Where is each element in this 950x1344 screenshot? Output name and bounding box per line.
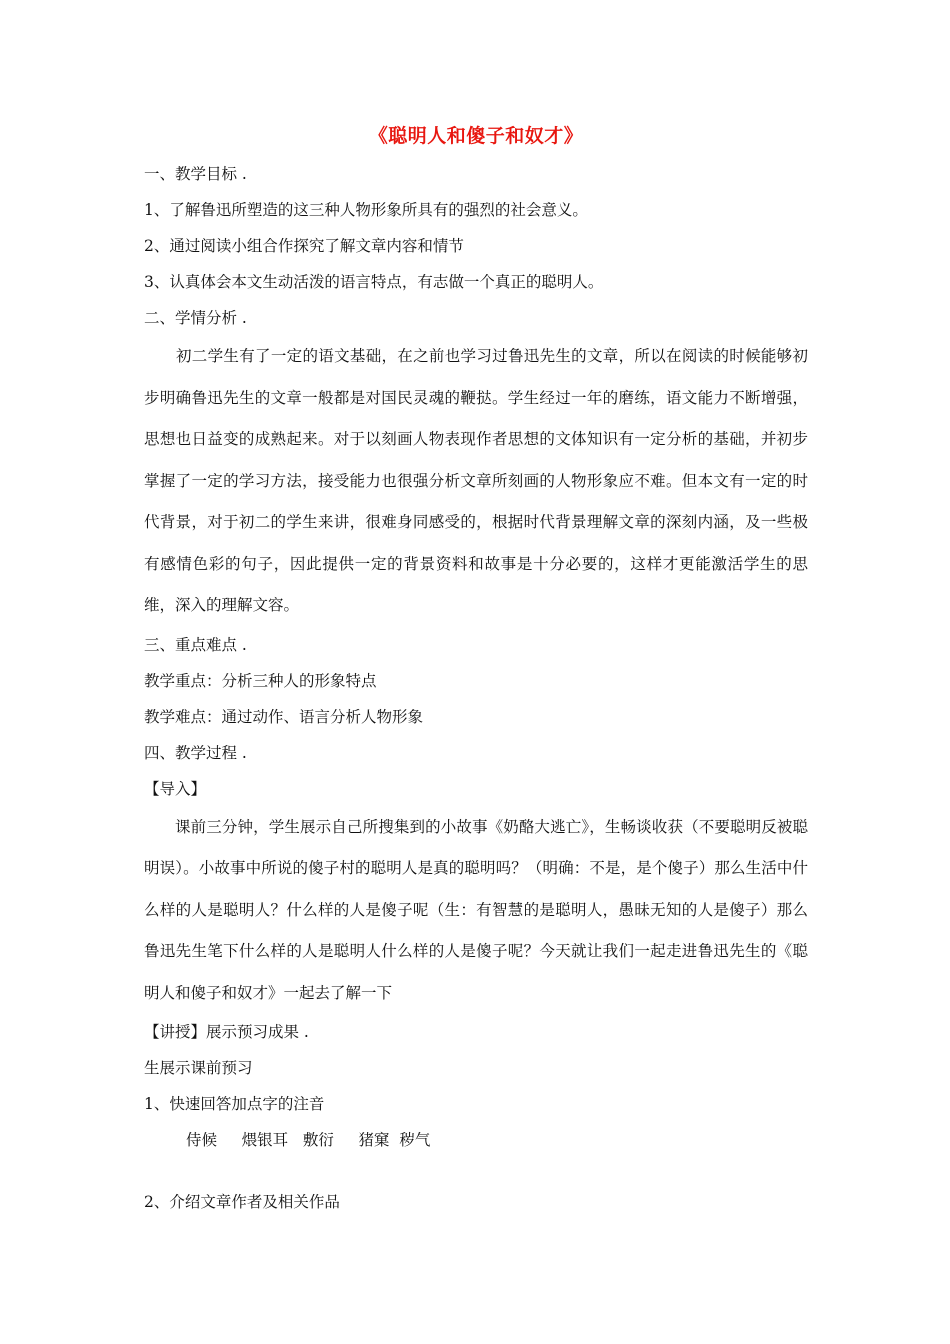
key-points-heading: 三、重点难点 . bbox=[144, 635, 247, 654]
key-point: 教学重点：分析三种人的形象特点 bbox=[144, 671, 377, 690]
goals-heading: 一、教学目标 . bbox=[144, 165, 247, 183]
document-title: 《聪明人和傻子和奴才》 bbox=[368, 125, 584, 147]
task-1: 1、快速回答加点字的注音 bbox=[144, 1095, 325, 1113]
intro-paragraph: 课前三分钟，学生展示自己所搜集到的小故事《奶酪大逃亡》，生畅谈收获（不要聪明反被聪明误）。小故事中所说的傻子村的聪明人是真的聪明吗？（明确：不是，是个傻子）那么生活中什么样的人是聪明人？什么样的人是傻子呢（生：有智慧的是聪明人，愚昧无知的人是傻子）那么鲁迅先生笔下什么样的人是聪明人什么样的人是傻子呢？今天就让我们一起走进鲁迅先生的《聪明人和傻子和奴才》一起去了解一下 bbox=[144, 817, 808, 1002]
spacer bbox=[144, 1158, 808, 1184]
goal-2: 2、通过阅读小组合作探究了解文章内容和情节 bbox=[144, 237, 464, 255]
analysis-paragraph: 初二学生有了一定的语文基础，在之前也学习过鲁迅先生的文章，所以在阅读的时候能够初步明确鲁迅先生的文章一般都是对国民灵魂的鞭挞。学生经过一年的磨练，语文能力不断增强，思想也日益变的成熟起来。对于以刻画人物表现作者思想的文体知识有一定分析的基础，并初步掌握了一定的学习方法，接受能力也很强分析文章所刻画的人物形象应不难。但本文有一定的时代背景，对于初二的学生来讲，很难身同感受的，根据时代背景理解文章的深刻内涵，及一些极有感情色彩的句子，因此提供一定的背景资料和故事是十分必要的，这样才更能激活学生的思维，深入的理解文容。 bbox=[144, 347, 808, 614]
preview-line: 生展示课前预习 bbox=[144, 1059, 253, 1077]
task-2: 2、介绍文章作者及相关作品 bbox=[144, 1193, 340, 1211]
document-page bbox=[144, 120, 808, 1220]
goal-1: 1、了解鲁迅所塑造的这三种人物形象所具有的强烈的社会意义。 bbox=[144, 201, 588, 219]
teach-heading: 【讲授】展示预习成果 . bbox=[144, 1023, 309, 1041]
goal-3: 3、认真体会本文生动活泼的语言特点，有志做一个真正的聪明人。 bbox=[144, 273, 604, 291]
difficult-point: 教学难点：通过动作、语言分析人物形象 bbox=[144, 707, 424, 726]
intro-heading: 【导入】 bbox=[144, 779, 207, 798]
analysis-heading: 二、学情分析 . bbox=[144, 309, 247, 327]
pinyin-words: 侍候 煨银耳 敷衍 猪窠 秽气 bbox=[186, 1131, 431, 1149]
process-heading: 四、教学过程 . bbox=[144, 743, 247, 762]
